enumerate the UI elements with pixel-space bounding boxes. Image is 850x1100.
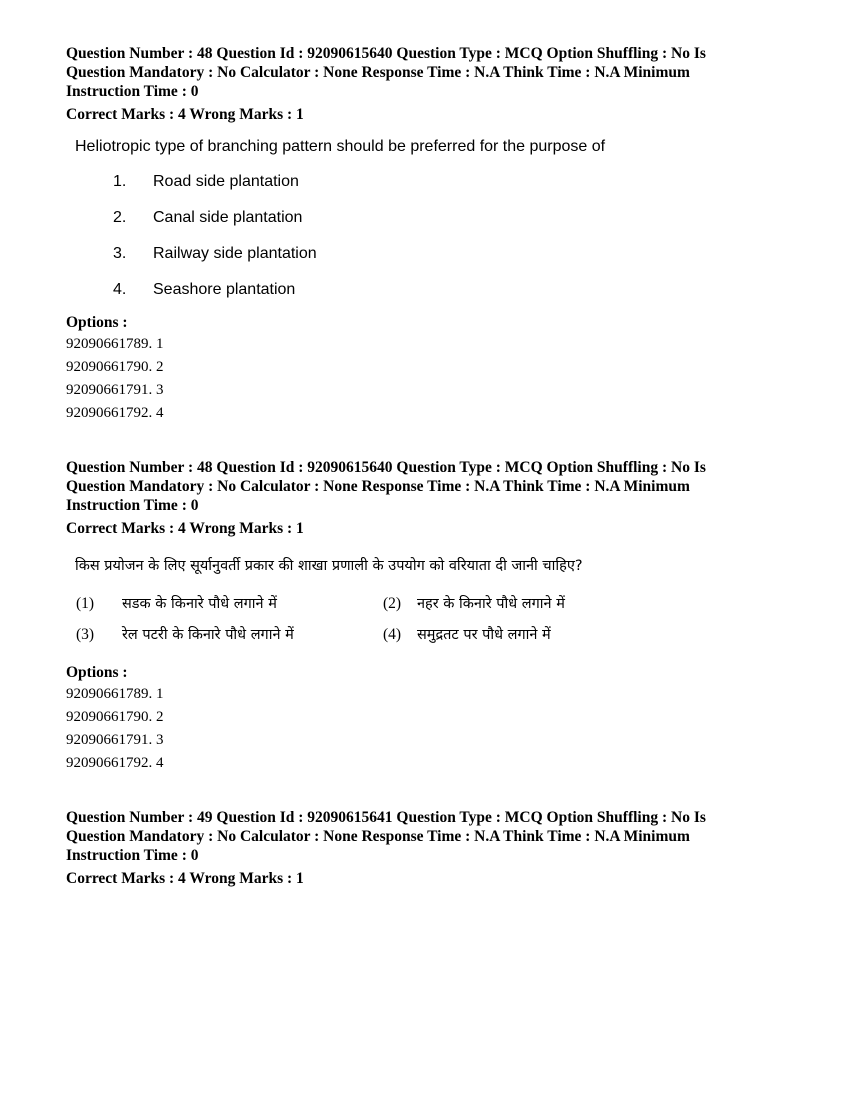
choice-text: Seashore plantation bbox=[153, 281, 296, 298]
choice-number: 1. bbox=[113, 173, 127, 190]
choice-number: 2. bbox=[113, 209, 127, 226]
choice-number: (2) bbox=[383, 595, 402, 612]
choice-number: (4) bbox=[383, 626, 402, 643]
header-line: Instruction Time : 0 bbox=[66, 847, 199, 864]
choice-item bbox=[113, 173, 317, 209]
header-line: Question Number : 48 Question Id : 92090615640 Question Type : MCQ Option Shuffling : No Is bbox=[66, 45, 706, 62]
choice-text: नहर के किनारे पौधे लगाने में bbox=[417, 596, 565, 612]
choice-item bbox=[76, 624, 294, 644]
choice-text: Road side plantation bbox=[153, 173, 299, 190]
header-line: Question Mandatory : No Calculator : None Response Time : N.A Think Time : N.A Minimum bbox=[66, 478, 690, 495]
question-text: Heliotropic type of branching pattern should be preferred for the purpose of bbox=[75, 138, 606, 155]
choice-item bbox=[76, 593, 277, 613]
question-header bbox=[66, 44, 766, 124]
options-section bbox=[66, 664, 164, 778]
question-header bbox=[66, 808, 766, 888]
option-id-row: 92090661790. 2 bbox=[66, 359, 164, 375]
option-id-row: 92090661792. 4 bbox=[66, 755, 164, 771]
header-line: Instruction Time : 0 bbox=[66, 497, 199, 514]
option-id-row: 92090661791. 3 bbox=[66, 732, 164, 748]
choice-text: समुद्रतट पर पौधे लगाने में bbox=[417, 627, 551, 643]
option-id-row: 92090661791. 3 bbox=[66, 382, 164, 398]
options-label: Options : bbox=[66, 314, 128, 331]
marks-line: Correct Marks : 4 Wrong Marks : 1 bbox=[66, 106, 304, 123]
choice-text: Railway side plantation bbox=[153, 245, 317, 262]
choice-number: 4. bbox=[113, 281, 127, 298]
choice-text: सडक के किनारे पौधे लगाने में bbox=[122, 596, 277, 612]
header-line: Question Mandatory : No Calculator : None Response Time : N.A Think Time : N.A Minimum bbox=[66, 64, 690, 81]
choice-item bbox=[383, 593, 565, 613]
question-header bbox=[66, 458, 766, 538]
marks-line: Correct Marks : 4 Wrong Marks : 1 bbox=[66, 520, 304, 537]
choice-text: Canal side plantation bbox=[153, 209, 303, 226]
header-line: Question Number : 49 Question Id : 92090615641 Question Type : MCQ Option Shuffling : No Is bbox=[66, 809, 706, 826]
choice-text: रेल पटरी के किनारे पौधे लगाने में bbox=[122, 627, 294, 643]
choice-list bbox=[113, 173, 317, 317]
choice-number: 3. bbox=[113, 245, 127, 262]
option-id-row: 92090661789. 1 bbox=[66, 336, 164, 352]
choice-item bbox=[113, 209, 317, 245]
option-id-row: 92090661789. 1 bbox=[66, 686, 164, 702]
options-section bbox=[66, 314, 164, 428]
header-line: Question Mandatory : No Calculator : None Response Time : N.A Think Time : N.A Minimum bbox=[66, 828, 690, 845]
choice-item bbox=[113, 281, 317, 317]
header-line: Question Number : 48 Question Id : 92090615640 Question Type : MCQ Option Shuffling : No Is bbox=[66, 459, 706, 476]
marks-line: Correct Marks : 4 Wrong Marks : 1 bbox=[66, 870, 304, 887]
choice-item bbox=[383, 624, 551, 644]
option-id-row: 92090661792. 4 bbox=[66, 405, 164, 421]
options-label: Options : bbox=[66, 664, 128, 681]
choice-number: (3) bbox=[76, 626, 95, 643]
question-text: किस प्रयोजन के लिए सूर्यानुवर्ती प्रकार की शाखा प्रणाली के उपयोग को वरियाता दी जानी चाहिए? bbox=[75, 558, 583, 574]
choice-number: (1) bbox=[76, 595, 95, 612]
header-line: Instruction Time : 0 bbox=[66, 83, 199, 100]
choice-item bbox=[113, 245, 317, 281]
option-id-row: 92090661790. 2 bbox=[66, 709, 164, 725]
